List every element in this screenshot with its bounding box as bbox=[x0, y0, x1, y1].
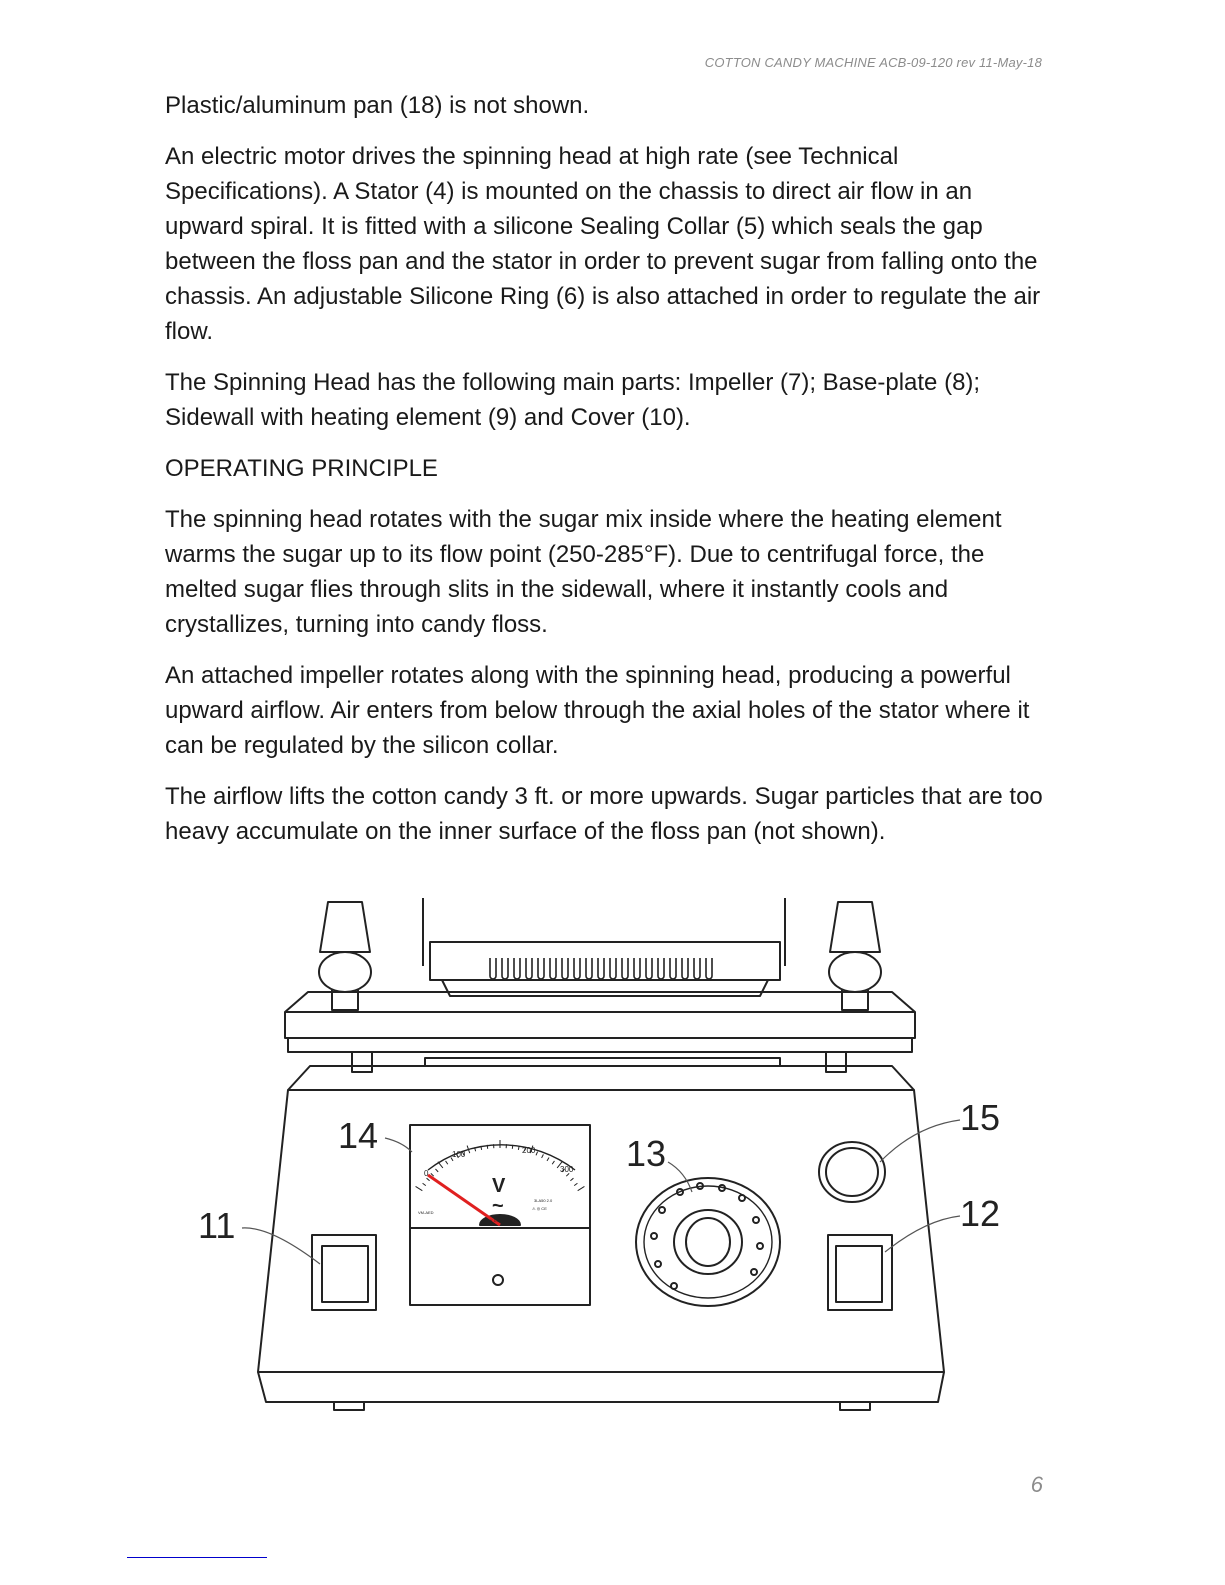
callout-13: 13 bbox=[626, 1133, 667, 1174]
meter-ac-symbol: ~ bbox=[492, 1195, 504, 1217]
meter-scale-100: 100 bbox=[452, 1150, 466, 1159]
left-column-knob bbox=[319, 902, 371, 1010]
running-header: COTTON CANDY MACHINE ACB-09-120 rev 11-May-18 bbox=[704, 55, 1042, 70]
right-column-knob bbox=[829, 902, 881, 1010]
paragraph-airflow: The airflow lifts the cotton candy 3 ft. or more upwards. Sugar particles that are too heavy accumulate on the inner surface of the floss pan (not shown). bbox=[165, 783, 1043, 845]
footnote-rule bbox=[127, 1557, 267, 1558]
meter-tick bbox=[487, 1145, 488, 1149]
pilot-lamp bbox=[819, 1142, 885, 1202]
meter-scale-300: 300 bbox=[560, 1165, 574, 1174]
paragraph-impeller: An attached impeller rotates along with the spinning head, producing a powerful upward airflow. Air enters from below through the axial holes of the stator where it can be regulated by the silicon collar. bbox=[165, 662, 1030, 759]
meter-unit-symbol: V bbox=[492, 1175, 506, 1197]
callout-15: 15 bbox=[960, 1097, 1001, 1138]
meter-tick bbox=[512, 1145, 513, 1149]
meter-left-print: VM-AED bbox=[418, 1210, 434, 1215]
body-text bbox=[165, 88, 1055, 865]
page-number: 6 bbox=[1030, 1472, 1043, 1497]
section-heading-operating-principle: OPERATING PRINCIPLE bbox=[165, 455, 438, 482]
machine-front-panel-figure bbox=[180, 880, 1040, 1440]
meter-cert-marks: ⚠ ◎ CE bbox=[532, 1206, 547, 1211]
callout-14: 14 bbox=[338, 1115, 379, 1156]
meter-right-print: 3LA50 2.0 bbox=[534, 1198, 553, 1203]
paragraph-heating: The spinning head rotates with the sugar mix inside where the heating element warms the sugar up to its flow point (250-285°F). Due to centrifugal force, the melted sugar flies through slits in the sidewall, where it instantly cools and crystallizes, turning into candy floss. bbox=[165, 506, 1002, 638]
paragraph-spinning-head: The Spinning Head has the following main parts: Impeller (7); Base-plate (8); Sidewall with heating element (9) and Cover (10). bbox=[165, 369, 981, 431]
meter-scale-0: 0 bbox=[424, 1169, 429, 1178]
paragraph-motor-stator: An electric motor drives the spinning head at high rate (see Technical Specifications). A Stator (4) is mounted on the chassis to direct air flow in an upward spiral. It is fitted with a silicone Sealing Collar (5) which seals the gap between the floss pan and the stator in order to prevent sugar from falling onto the chassis. An adjustable Silicone Ring (6) is also attached in order to regulate the air flow. bbox=[165, 143, 1041, 345]
heat-control-knob bbox=[636, 1178, 780, 1306]
meter-scale-200: 200 bbox=[522, 1146, 536, 1155]
heating-switch-right bbox=[828, 1235, 892, 1310]
paragraph-pan-note: Plastic/aluminum pan (18) is not shown. bbox=[165, 92, 590, 119]
meter-class-mark: K 1.0 bbox=[490, 1218, 500, 1223]
power-switch-left bbox=[312, 1235, 376, 1310]
callout-11: 11 bbox=[198, 1205, 236, 1246]
callout-12: 12 bbox=[960, 1193, 1001, 1234]
machine-drawing bbox=[180, 880, 1040, 1440]
